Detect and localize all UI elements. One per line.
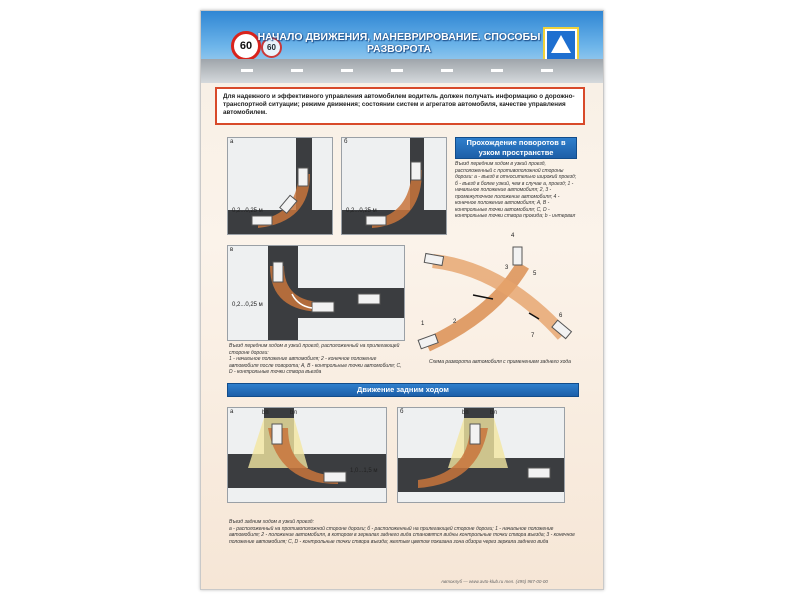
reverse-caption-text: а - расположенный на противоположной стороне дороги; б - расположенный на прилегающей стороне дороги; 1 - начальное положение автомобиля; 2 - положение автомобиля, в котором в зеркалах заднего вида становятся видны контрольные точки створа въезда; 3 - конечное положение автомобиля; C, D - контрольные точки створа въезда; желтым цветом показана зона обзора через зеркала заднего вида <box>229 525 575 545</box>
turn-diagram-a-graphic <box>228 138 332 234</box>
turn-diagram-a <box>227 137 333 235</box>
front-entry-caption <box>229 343 405 376</box>
intro-text-box: Для надежного и эффективного управления автомобилем водитель должен получать информацию о дорожно-транспортной ситуации; режиме движения; состоянии систем и агрегатов автомобиля, качестве управления автомобилем. <box>215 87 585 125</box>
poster <box>200 10 604 590</box>
reverse-b-bl-label: bл <box>490 410 497 416</box>
section-reverse-title: Движение задним ходом <box>227 383 579 397</box>
header-road-strip <box>201 59 603 83</box>
reverse-diagram-b-graphic <box>398 408 564 502</box>
u-turn-point-2: 2 <box>453 319 457 325</box>
u-turn-point-3: 3 <box>505 265 509 271</box>
u-turn-point-5: 5 <box>533 271 537 277</box>
reverse-diagram-a <box>227 407 387 503</box>
speed-limit-value: 60 <box>239 40 253 52</box>
gap-label-b: 0,2...0,25 м <box>346 208 377 214</box>
reverse-caption <box>229 519 577 545</box>
section-turns-title: Прохождение поворотов в узком пространстве <box>455 137 577 159</box>
reverse-caption-title: Въезд задним ходом в узкий проезд: <box>229 519 314 525</box>
reverse-b-bn-label: bп <box>462 410 469 416</box>
diagram-b-tag: б <box>344 139 348 145</box>
pedestrian-crossing-sign-icon <box>545 29 577 61</box>
poster-title: НАЧАЛО ДВИЖЕНИЯ, МАНЕВРИРОВАНИЕ. СПОСОБЫ РАЗВОРОТА <box>257 31 541 55</box>
diagram-c-tag: в <box>230 247 234 253</box>
turn-diagram-b <box>341 137 447 235</box>
reverse-distance-label: 1,0...1,5 м <box>350 468 378 474</box>
reverse-a-bl-label: bл <box>290 410 297 416</box>
turn-diagram-b-graphic <box>342 138 446 234</box>
u-turn-point-6: 6 <box>559 313 563 319</box>
front-entry-caption-items: 1 - начальное положение автомобиля; 2 - конечное положение автомобиля после поворота; A, B - контрольные точки автомобиля; C, D - контрольные точки створа въезда <box>229 356 402 375</box>
front-entry-caption-title: Въезд передним ходом в узкий проезд, расположенный на прилегающей стороне дороги: <box>229 343 400 356</box>
u-turn-point-1: 1 <box>421 321 425 327</box>
u-turn-diagram-graphic <box>413 225 583 359</box>
u-turn-point-7: 7 <box>531 333 535 339</box>
reverse-b-tag: б <box>400 409 404 415</box>
u-turn-diagram <box>413 225 583 359</box>
reverse-diagram-a-graphic <box>228 408 386 502</box>
u-turn-caption: Схема разворота автомобиля с применением заднего хода <box>429 359 571 365</box>
gap-label-c: 0,2...0,25 м <box>232 302 263 308</box>
diagram-a-tag: а <box>230 139 234 145</box>
reverse-diagram-b <box>397 407 565 503</box>
poster-footer: Автоклуб — www.avto-klub.ru тел. (495) 987-00-00 <box>441 579 548 584</box>
turn-diagram-c-graphic <box>228 246 404 340</box>
reverse-a-tag: а <box>230 409 234 415</box>
turn-diagram-c <box>227 245 405 341</box>
gap-label-a: 0,2...0,25 м <box>232 208 263 214</box>
reverse-a-bn-label: bп <box>262 410 269 416</box>
turns-side-text: Въезд передним ходом в узкий проезд, расположенный с противоположной стороны дороги: а - въезд в относительно широкий проезд; б - въезд в более узкий, чем в случае а, проезд; 1 - начальное положение автомобиля; 2, 3 - промежуточное положение автомобиля; 4 - конечное положение автомобиля; A, B - контрольные точки автомобиля; C, D - контрольные точки створа проезда; b - интервал <box>455 161 577 219</box>
speed-limit-small-value: 60 <box>267 43 276 52</box>
u-turn-point-4: 4 <box>511 233 515 239</box>
